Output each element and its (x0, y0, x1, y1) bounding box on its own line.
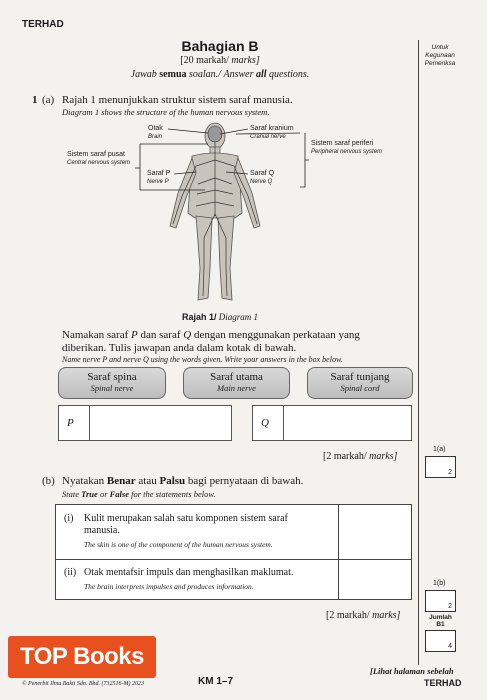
score-max-1a: 2 (448, 469, 452, 476)
answer-label-q: Q (261, 417, 269, 429)
label-cranial-nerve: Saraf kranium Cranial nerve (250, 125, 294, 140)
answer-divider (283, 406, 284, 440)
publisher-note: © Penerbit Ilmu Bakti Sdn. Bhd. (732516-M) 2023 (22, 681, 145, 687)
part-a-label: (a) (42, 94, 55, 106)
section-marks: [20 markah/ marks] (180, 55, 260, 66)
qa-marks: [2 markah/ marks] (323, 451, 398, 462)
label-cns: Sistem saraf pusat Central nervous system (67, 151, 131, 166)
word-option-main-nerve: Saraf utama Main nerve (183, 367, 290, 399)
label-nerve-q: Saraf Q Nerve Q (250, 170, 275, 185)
answer-box-q[interactable] (252, 405, 412, 441)
section-title: Bahagian B (181, 38, 259, 54)
diagram-caption: Rajah 1/ Diagram 1 (181, 312, 259, 322)
qb-marks: [2 markah/ marks] (326, 610, 401, 621)
qa-text-en: Name nerve P and nerve Q using the words given. Write your answers in the box below. (62, 355, 343, 364)
total-label: Jumlah B1 (429, 614, 452, 628)
examiner-use-label: Untuk Kegunaan Pemeriksa (424, 44, 456, 67)
answer-cell-ii[interactable] (339, 560, 411, 599)
part-b-label: (b) (42, 475, 55, 487)
statement-number: (ii) (64, 567, 77, 578)
score-label-1b: 1(b) (433, 580, 446, 587)
answer-divider (89, 406, 90, 440)
qa-text-ms-2: diberikan. Tulis jawapan anda dalam kotak di bawah. (62, 342, 297, 354)
qb-text-en: State True or False for the statements below. (62, 489, 216, 499)
statement-text-en: The skin is one of the component of the human nervous system. (84, 540, 273, 549)
word-option-spinal-cord: Saraf tunjang Spinal cord (307, 367, 413, 399)
word-option-spinal-nerve: Saraf spina Spinal nerve (58, 367, 166, 399)
q1-stem-ms: Rajah 1 menunjukkan struktur sistem saraf manusia. (62, 94, 293, 106)
q1-stem-en: Diagram 1 shows the structure of the human nervous system. (62, 107, 270, 117)
score-box-total[interactable] (425, 630, 456, 652)
statement-number: (i) (64, 513, 74, 524)
statement-text-ms: Otak mentafsir impuls dan menghasilkan maklumat. (84, 567, 294, 578)
score-max-total: 4 (448, 643, 452, 650)
score-box-1a[interactable] (425, 456, 456, 478)
score-label-1a: 1(a) (433, 446, 446, 453)
score-box-1b[interactable] (425, 590, 456, 612)
next-page-note: [Lihat halaman sebelah (370, 666, 454, 676)
label-pns: Sistem saraf periferi Peripheral nervous system (311, 140, 383, 155)
answer-box-p[interactable] (58, 405, 232, 441)
statement-text-ms: Kulit merupakan salah satu komponen sistem saraf manusia. (84, 513, 288, 536)
score-max-1b: 2 (448, 603, 452, 610)
statement-text-en: The brain interprets impulses and produces information. (84, 582, 254, 591)
answer-label-p: P (67, 417, 74, 429)
footer-terhad: TERHAD (424, 678, 462, 688)
true-false-table (55, 504, 412, 600)
qa-text-ms-1: Namakan saraf P dan saraf Q dengan menggunakan perkataan yang (62, 329, 360, 341)
qb-text-ms: Nyatakan Benar atau Palsu bagi pernyataan di bawah. (62, 475, 304, 487)
label-nerve-p: Saraf P Nerve P (147, 170, 171, 185)
label-brain: Otak Brain (148, 125, 163, 140)
topbooks-logo: TOP Books (8, 636, 156, 678)
page-number: KM 1–7 (198, 676, 234, 687)
diagram-pointers (0, 0, 420, 320)
answer-cell-i[interactable] (339, 505, 411, 559)
header-terhad: TERHAD (22, 19, 64, 30)
question-number: 1 (32, 94, 38, 106)
section-instruction: Jawab semua soalan./ Answer all questions. (130, 69, 310, 80)
